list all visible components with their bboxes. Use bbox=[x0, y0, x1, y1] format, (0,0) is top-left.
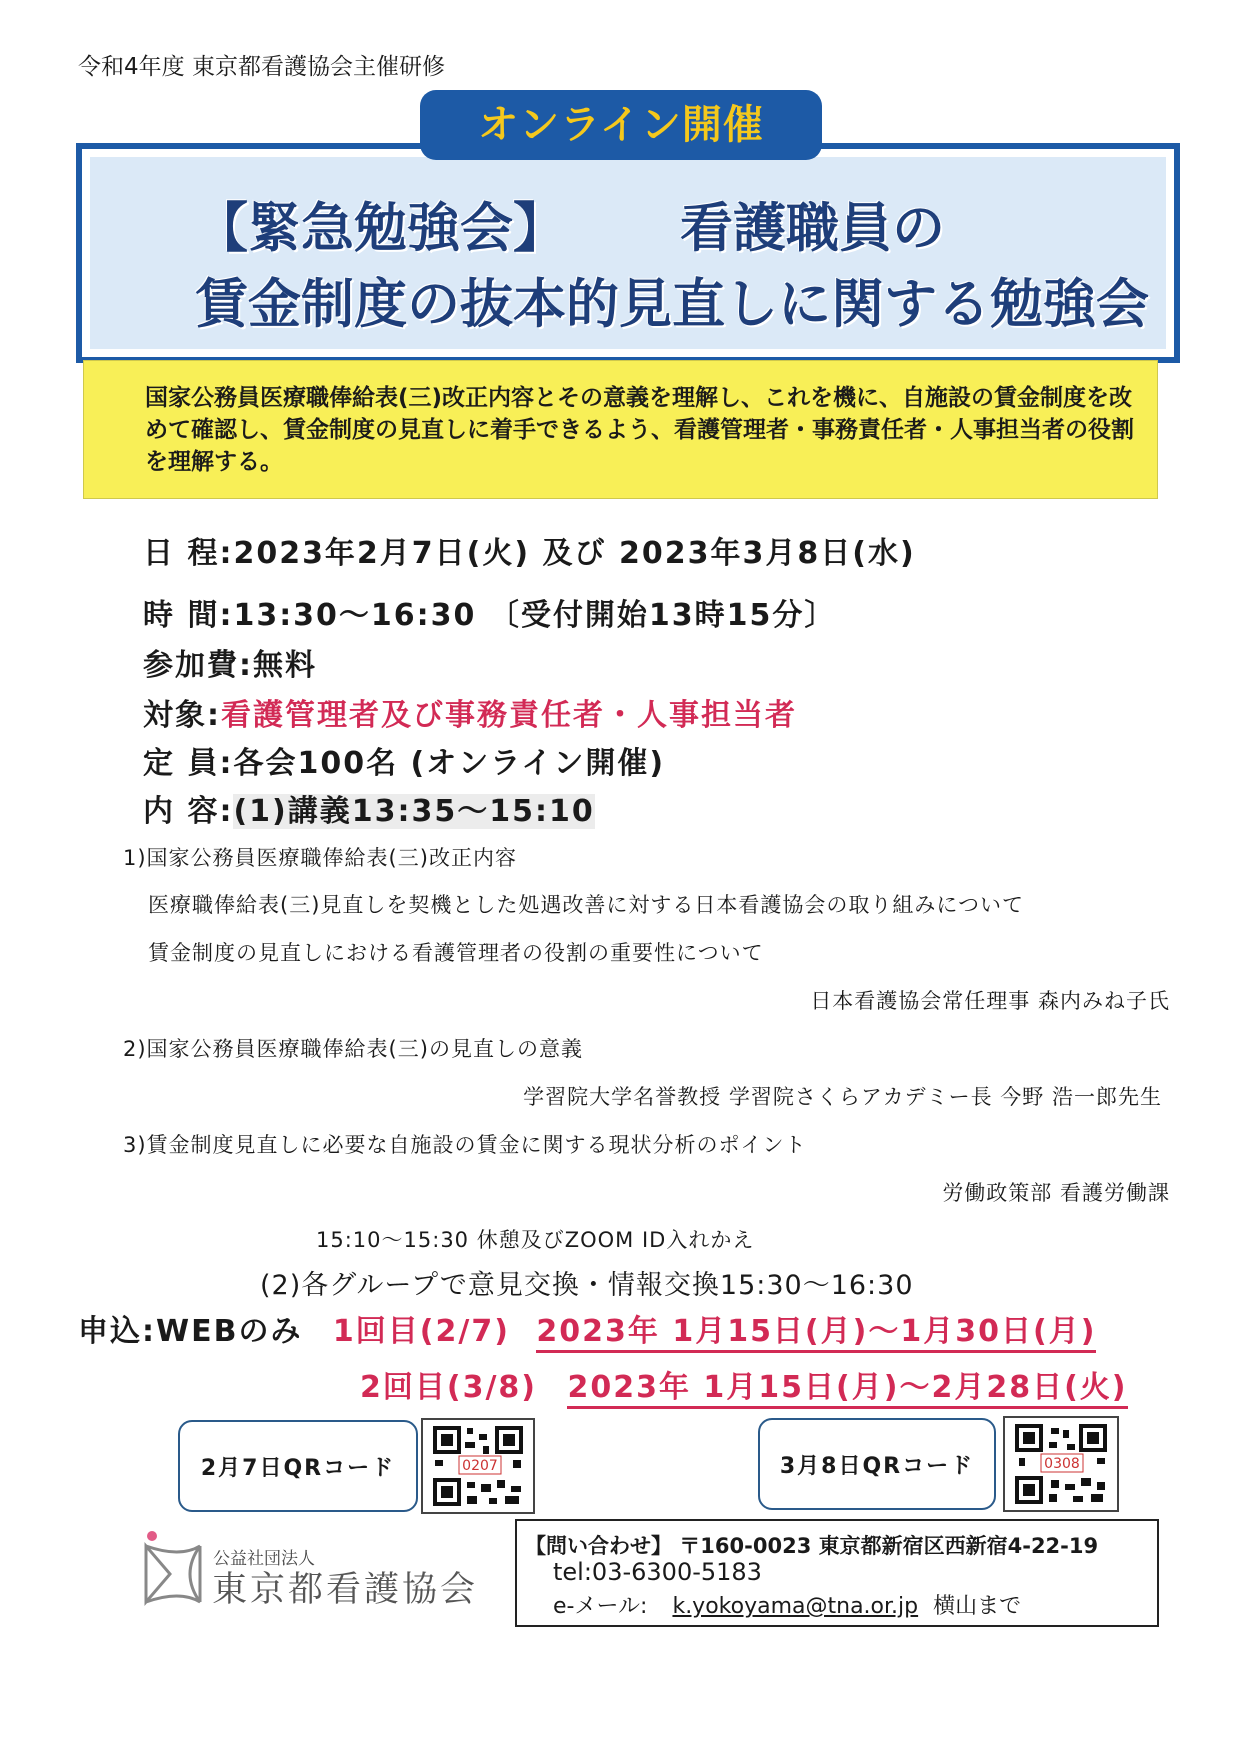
qr-label-mar: 3月8日QRコード bbox=[758, 1418, 996, 1510]
fee-line: 参加費:無料 bbox=[143, 648, 317, 683]
break-line: 15:10～15:30 休憩及びZOOM ID入れかえ bbox=[316, 1228, 755, 1252]
time-line: 時 間:13:30～16:30 〔受付開始13時15分〕 bbox=[143, 598, 837, 633]
target-line bbox=[143, 690, 797, 734]
lecture-1-topic-2: 賃金制度の見直しにおける看護管理者の役割の重要性について bbox=[148, 941, 764, 965]
lecture-2-title: 2)国家公務員医療職俸給表(三)の見直しの意義 bbox=[123, 1037, 583, 1061]
contact-email-line bbox=[553, 1589, 1021, 1620]
lecture-1-topic-1: 医療職俸給表(三)見直しを契機とした処遇改善に対する日本看護協会の取り組みについて bbox=[148, 893, 1024, 917]
target-label: 対象: bbox=[143, 698, 221, 733]
qr-code-feb-id: 0207 bbox=[462, 1458, 498, 1474]
title-line2: 賃金制度の抜本的見直しに関する勉強会 bbox=[195, 274, 1149, 335]
application-label: 申込:WEBのみ bbox=[78, 1314, 303, 1349]
round-2-period: 2023年 1月15日(月)～2月28日(火) bbox=[567, 1370, 1127, 1409]
title-emergency-label: 【緊急勉強会】 bbox=[195, 198, 566, 259]
purpose-text: 国家公務員医療職俸給表(三)改正内容とその意義を理解し、これを機に、自施設の賃金制度を改めて確認し、賃金制度の見直しに着手できるよう、看護管理者・事務責任者・人事担当者の役割を理解する。 bbox=[145, 385, 1134, 475]
lecture-3-title: 3)賃金制度見直しに必要な自施設の賃金に関する現状分析のポイント bbox=[123, 1133, 807, 1157]
title-line1: 看護職員の bbox=[680, 198, 945, 259]
lecture-2-speaker: 学習院大学名誉教授 学習院さくらアカデミー長 今野 浩一郎先生 bbox=[523, 1085, 1162, 1109]
email-link[interactable]: k.yokoyama@tna.or.jp bbox=[672, 1594, 919, 1619]
logo-subtitle: 公益社団法人 bbox=[213, 1549, 315, 1569]
round-1-label: 1回目(2/7) bbox=[332, 1314, 510, 1349]
target-value: 看護管理者及び事務責任者・人事担当者 bbox=[221, 698, 797, 733]
lecture-1-speaker: 日本看護協会常任理事 森内みね子氏 bbox=[810, 989, 1170, 1013]
capacity-line: 定 員:各会100名 (オンライン開催) bbox=[143, 746, 666, 781]
online-banner-text: オンライン開催 bbox=[478, 102, 764, 148]
application-line-1 bbox=[78, 1306, 1096, 1350]
content-line bbox=[143, 786, 595, 830]
lecture-1-title: 1)国家公務員医療職俸給表(三)改正内容 bbox=[123, 846, 517, 870]
contact-address: 【問い合わせ】 〒160-0023 東京都新宿区西新宿4-22-19 bbox=[525, 1534, 1099, 1558]
qr-code-mar-icon[interactable] bbox=[1003, 1416, 1119, 1512]
tna-logo-icon bbox=[140, 1528, 210, 1608]
qr-code-mar-id: 0308 bbox=[1044, 1456, 1080, 1472]
content-value: (1)講義13:35～15:10 bbox=[233, 794, 595, 829]
qr-code-feb-icon[interactable] bbox=[421, 1418, 535, 1514]
email-label: e-メール: bbox=[553, 1594, 648, 1619]
group-session-line: (2)各グループで意見交換・情報交換15:30～16:30 bbox=[260, 1270, 914, 1301]
organizer-header: 令和4年度 東京都看護協会主催研修 bbox=[78, 54, 445, 80]
qr-label-feb: 2月7日QRコード bbox=[178, 1420, 418, 1512]
round-2-label: 2回目(3/8) bbox=[360, 1370, 538, 1405]
application-line-2 bbox=[360, 1362, 1128, 1406]
logo-name: 東京都看護協会 bbox=[212, 1570, 479, 1610]
contact-tel: tel:03-6300-5183 bbox=[553, 1558, 762, 1586]
lecture-3-speaker: 労働政策部 看護労働課 bbox=[942, 1181, 1170, 1205]
content-label: 内 容: bbox=[143, 794, 234, 829]
round-1-period: 2023年 1月15日(月)～1月30日(月) bbox=[536, 1314, 1096, 1353]
schedule-line: 日 程:2023年2月7日(火) 及び 2023年3月8日(水) bbox=[143, 536, 916, 571]
email-suffix: 横山まで bbox=[933, 1594, 1022, 1619]
